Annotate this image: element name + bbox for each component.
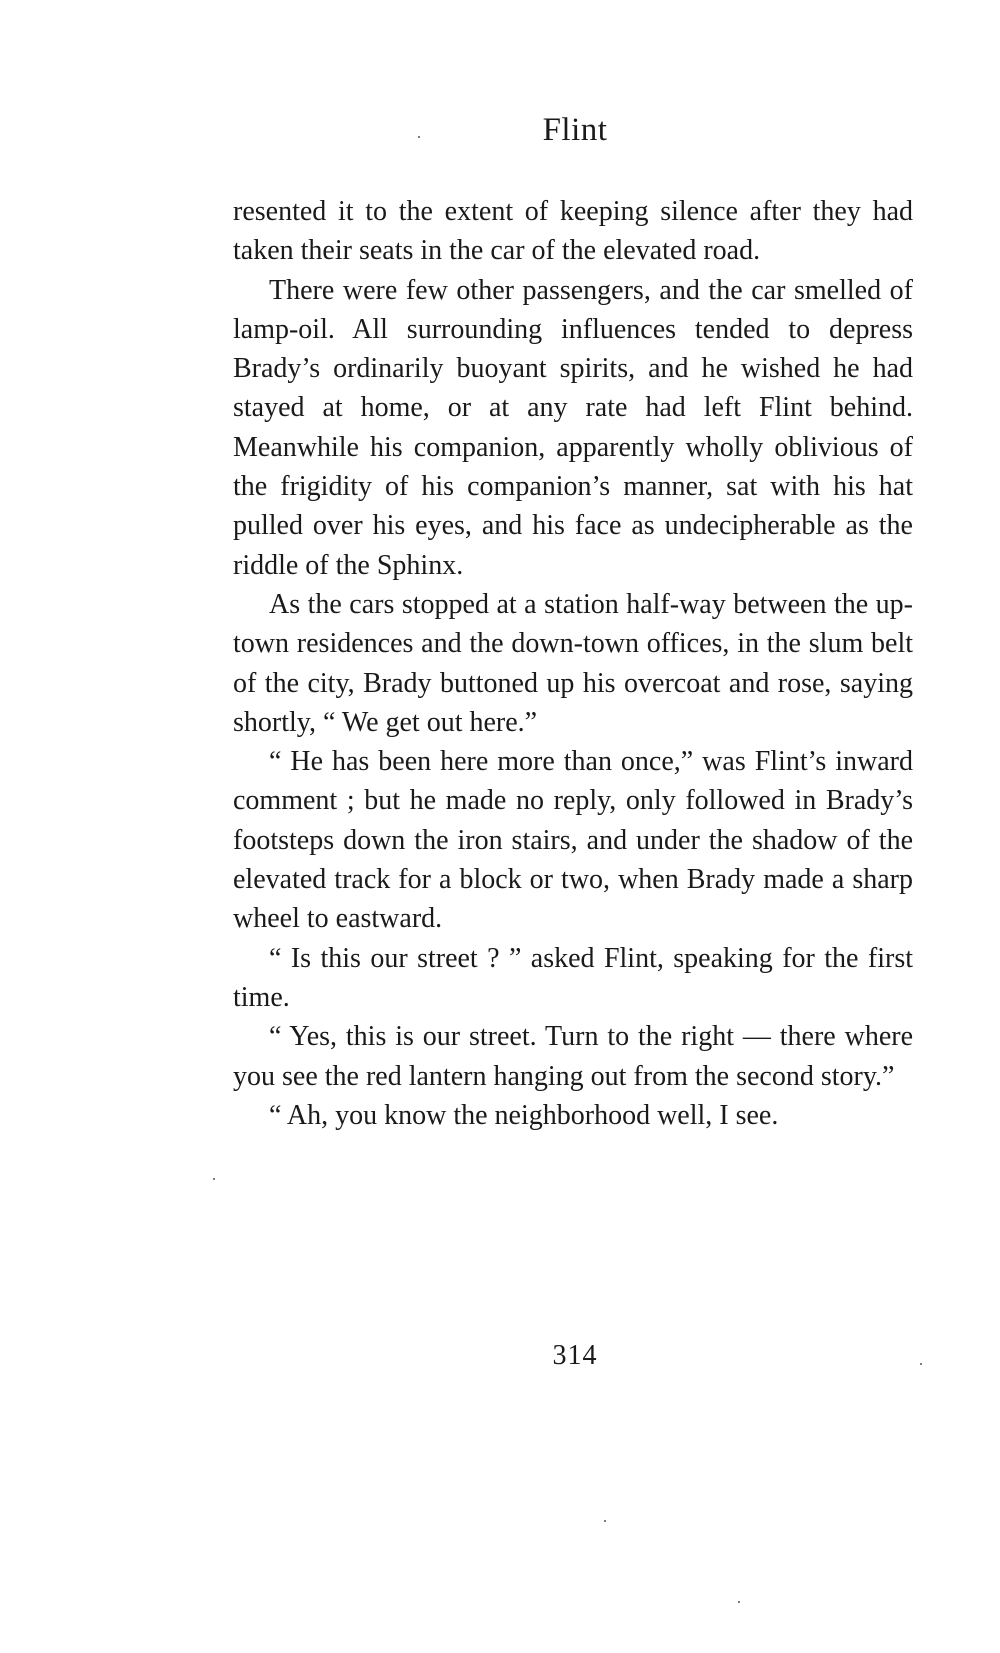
page-number: 314 [552,1340,598,1371]
paragraph: “ Is this our street ? ” asked Flint, speaking for the first time. [233,942,913,1013]
print-speck [920,1363,922,1365]
paragraph: “ He has been here more than once,” was Flint’s inward comment ; but he made no reply, only followed in Brady’s footsteps down the iron stairs, and under the shadow of the elevated track for a block or two, when Brady made a sharp wheel to eastward. [233,746,913,935]
paragraph: As the cars stopped at a station half-way between the up-town residences and the down-town offices, in the slum belt of the city, Brady buttoned up his overcoat and rose, saying shortly, “ We get out here.” [233,588,913,738]
paragraph: resented it to the extent of keeping silence after they had taken their seats in the car of the elevated road. [233,196,913,267]
paragraph: There were few other passengers, and the car smelled of lamp-oil. All surrounding influences tended to depress Brady’s ordinarily buoyant spirits, and he wished he had stayed at home, or at any rate had left Flint behind. Meanwhile his companion, apparently wholly oblivious of the frigidity of his companion’s manner, sat with his hat pulled over his eyes, and his face as undecipherable as the riddle of the Sphinx. [233,274,913,581]
print-speck [604,1520,606,1522]
body-text [233,192,913,1135]
print-speck [213,1178,215,1180]
paragraph: “ Ah, you know the neighborhood well, I see. [269,1099,779,1131]
print-speck [418,136,420,138]
running-head: Flint [542,112,608,148]
paragraph: “ Yes, this is our street. Turn to the right — there where you see the red lantern hanging out from the second story.” [233,1021,913,1092]
print-speck [738,1601,740,1603]
